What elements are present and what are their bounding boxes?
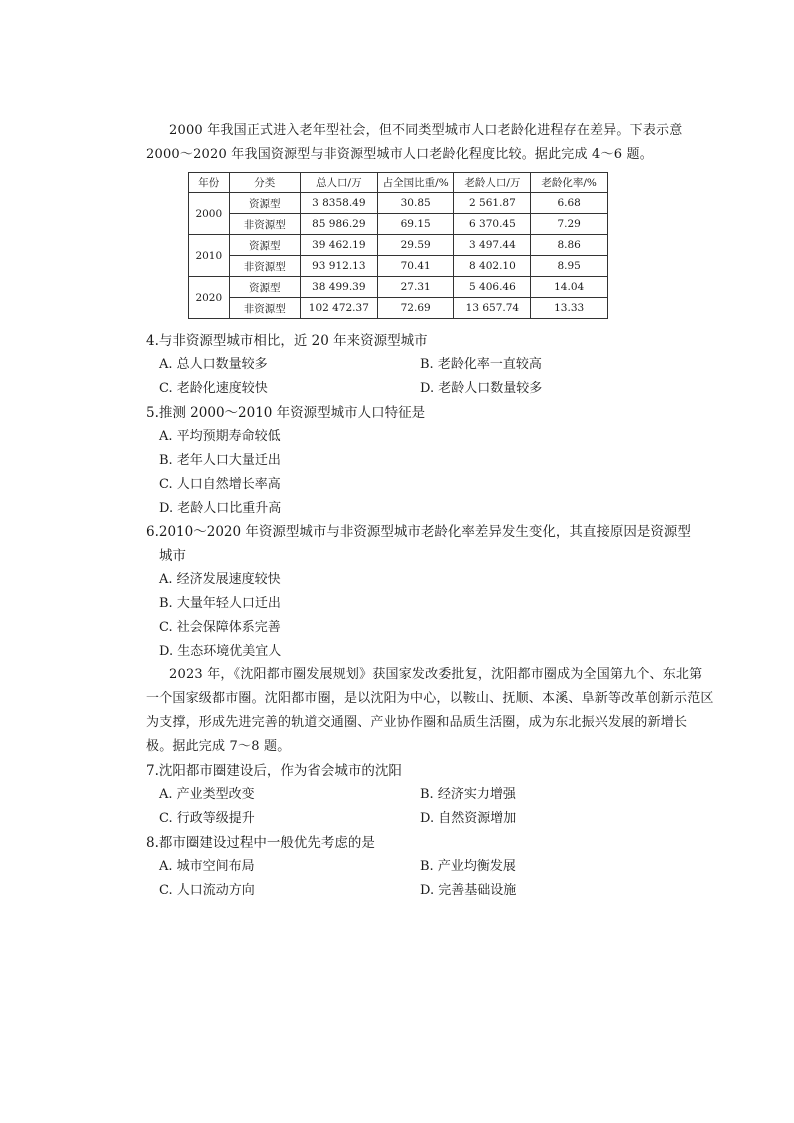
table-cell: 39 462.19 (300, 235, 377, 256)
table-cell: 6.68 (531, 193, 608, 214)
table-row (189, 235, 608, 256)
question-8-option-c: C. 人口流动方向 (159, 883, 255, 898)
question-7-option-b: B. 经济实力增强 (420, 787, 516, 802)
table-row (189, 193, 608, 214)
header-national-share: 占全国比重/% (377, 173, 454, 193)
table-cell: 8.86 (531, 235, 608, 256)
table-cell: 资源型 (229, 277, 300, 298)
table-cell: 14.04 (531, 277, 608, 298)
question-6-option-b: B. 大量年轻人口迁出 (159, 596, 281, 611)
passage-2-line-4: 极。据此完成 7～8 题。 (146, 739, 291, 754)
table-cell: 29.59 (377, 235, 454, 256)
table-cell: 非资源型 (229, 256, 300, 277)
question-6-stem-line-1: 6.2010～2020 年资源型城市与非资源型城市老龄化率差异发生变化，其直接原因是资源型 (146, 524, 691, 540)
passage-2-line-3: 为支撑，形成先进完善的轨道交通圈、产业协作圈和品质生活圈，成为东北振兴发展的新增长 (146, 715, 688, 730)
question-5-stem: 5.推测 2000～2010 年资源型城市人口特征是 (146, 405, 426, 421)
table-cell: 2 561.87 (454, 193, 531, 214)
table-cell: 8 402.10 (454, 256, 531, 277)
table-cell: 7.29 (531, 214, 608, 235)
question-7-option-d: D. 自然资源增加 (420, 811, 517, 826)
table-cell: 102 472.37 (300, 298, 377, 319)
table-cell: 13 657.74 (454, 298, 531, 319)
question-8-option-d: D. 完善基础设施 (420, 883, 517, 898)
question-7-stem: 7.沈阳都市圈建设后，作为省会城市的沈阳 (146, 763, 402, 779)
table-header-row (189, 173, 608, 193)
header-total-population: 总人口/万 (300, 173, 377, 193)
table-cell: 30.85 (377, 193, 454, 214)
question-7-option-c: C. 行政等级提升 (159, 811, 255, 826)
question-8-option-b: B. 产业均衡发展 (420, 859, 516, 874)
question-5-option-d: D. 老龄人口比重升高 (159, 501, 282, 516)
question-6-option-a: A. 经济发展速度较快 (159, 572, 281, 587)
question-5-option-a: A. 平均预期寿命较低 (159, 429, 281, 444)
table-cell: 38 499.39 (300, 277, 377, 298)
intro-paragraph-line-1: 2000 年我国正式进入老年型社会，但不同类型城市人口老龄化进程存在差异。下表示意 (169, 123, 683, 138)
table-row (189, 298, 608, 319)
table-cell: 13.33 (531, 298, 608, 319)
table-cell: 8.95 (531, 256, 608, 277)
question-4-option-b: B. 老龄化率一直较高 (420, 357, 542, 372)
header-aging-rate: 老龄化率/% (531, 173, 608, 193)
table-cell: 72.69 (377, 298, 454, 319)
question-5-option-b: B. 老年人口大量迁出 (159, 453, 281, 468)
passage-2-line-1: 2023 年，《沈阳都市圈发展规划》获国家发改委批复，沈阳都市圈成为全国第九个、东北第 (169, 667, 703, 682)
table-row (189, 256, 608, 277)
table-cell: 69.15 (377, 214, 454, 235)
table-row (189, 277, 608, 298)
table-cell: 3 497.44 (454, 235, 531, 256)
table-row (189, 214, 608, 235)
table-cell: 非资源型 (229, 298, 300, 319)
table-cell: 93 912.13 (300, 256, 377, 277)
table-cell: 85 986.29 (300, 214, 377, 235)
table-cell: 27.31 (377, 277, 454, 298)
header-category: 分类 (229, 173, 300, 193)
year-cell: 2020 (189, 277, 230, 319)
table-cell: 资源型 (229, 193, 300, 214)
question-4-option-a: A. 总人口数量较多 (159, 357, 268, 372)
aging-comparison-table (188, 172, 608, 319)
question-6-stem-line-2: 城市 (159, 548, 186, 564)
intro-paragraph-line-2: 2000～2020 年我国资源型与非资源型城市人口老龄化程度比较。据此完成 4～6 题。 (146, 147, 653, 162)
table-cell: 5 406.46 (454, 277, 531, 298)
header-year: 年份 (189, 173, 230, 193)
question-7-option-a: A. 产业类型改变 (159, 787, 255, 802)
question-8-option-a: A. 城市空间布局 (159, 859, 255, 874)
year-cell: 2010 (189, 235, 230, 277)
question-8-stem: 8.都市圈建设过程中一般优先考虑的是 (146, 835, 375, 851)
question-5-option-c: C. 人口自然增长率高 (159, 477, 281, 492)
passage-2-line-2: 一个国家级都市圈。沈阳都市圈，是以沈阳为中心，以鞍山、抚顺、本溪、阜新等改革创新示范区 (146, 691, 714, 706)
question-4-stem: 4.与非资源型城市相比，近 20 年来资源型城市 (146, 333, 428, 349)
table-cell: 6 370.45 (454, 214, 531, 235)
question-6-option-d: D. 生态环境优美宜人 (159, 644, 282, 659)
table-cell: 资源型 (229, 235, 300, 256)
year-cell: 2000 (189, 193, 230, 235)
table-cell: 70.41 (377, 256, 454, 277)
table-cell: 非资源型 (229, 214, 300, 235)
question-4-option-c: C. 老龄化速度较快 (159, 381, 268, 396)
table-cell: 3 8358.49 (300, 193, 377, 214)
header-elderly-population: 老龄人口/万 (454, 173, 531, 193)
question-4-option-d: D. 老龄人口数量较多 (420, 381, 543, 396)
question-6-option-c: C. 社会保障体系完善 (159, 620, 281, 635)
